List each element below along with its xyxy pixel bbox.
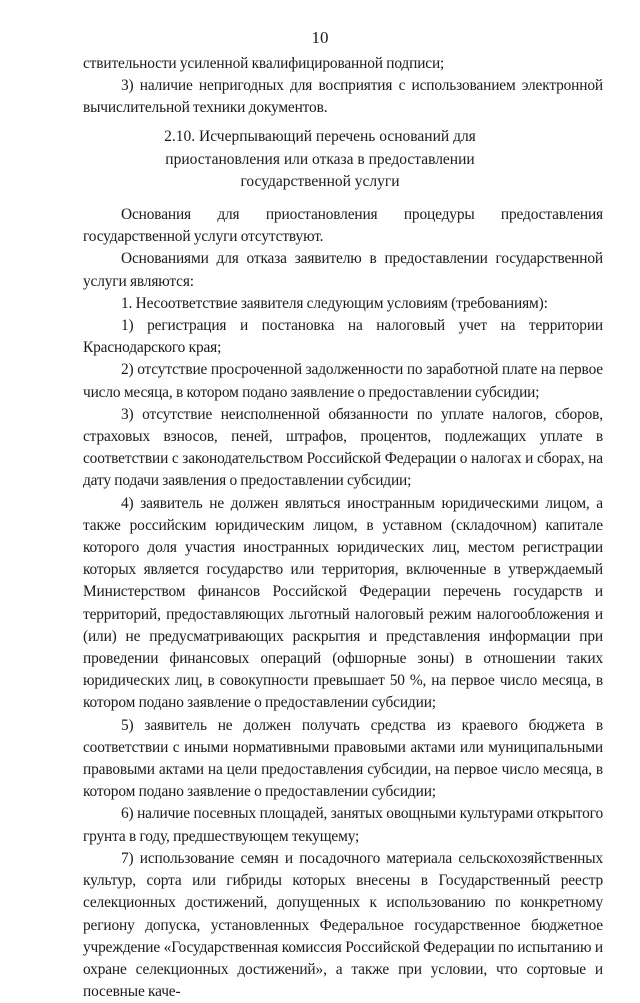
paragraph-requirement-7: 7) использование семян и посадочного материала сельскохозяйственных культур, сорта или гибриды которых внесены в Государственный реестр селекционных достижений, допущенных к использованию по конкретному региону допуска, установленных Федеральное государственное бюджетное учреждение «Государственная комиссия Российской Федерации по испытанию и охране селекционных достижений», а также при условии, что сортовые и посевные каче- [83, 849, 603, 1001]
paragraph-requirement-3: 3) отсутствие неисполненной обязанности по уплате налогов, сборов, страховых взносов, пеней, штрафов, процентов, подлежащих уплате в соответствии с законодательством Российской Федерации о налогах и сборах, на дату подачи заявления о предоставлении субсидии; [83, 405, 603, 490]
paragraph-refusal-grounds: Основаниями для отказа заявителю в предоставлении государственной услуги являются: [83, 250, 603, 290]
intro-paragraph-continuation: ствительности усиленной квалифицированной подписи; [83, 55, 445, 72]
paragraph-requirement-4: 4) заявитель не должен являться иностранным юридическими лицом, а также российским юридическим лицом, в уставном (складочном) капитале которого доля участия иностранных юридических лиц, местом регистрации которых является государство или территория, включенные в утверждаемый Министерством финансов Российской Федерации перечень государств и территорий, предоставляющих льготный налоговый режим налогообложения и (или) не предусматривающих раскрытия и представления информации при проведении финансовых операций (офшорные зоны) в отношении таких юридических лиц, в совокупности превышает 50 %, на первое число месяца, в котором подано заявление о предоставлении субсидии; [83, 494, 603, 712]
section-heading-line-1: 2.10. Исчерпывающий перечень оснований для [164, 128, 476, 145]
section-body [83, 204, 603, 1003]
section-heading-line-2: приостановления или отказа в предоставлении [165, 150, 475, 168]
paragraph-suspension-grounds: Основания для приостановления процедуры предоставления государственной услуги отсутствуют. [83, 206, 603, 246]
intro-paragraph-item-3: 3) наличие непригодных для восприятия с использованием электронной вычислительной техники документов. [83, 77, 603, 117]
intro-text [83, 53, 603, 120]
paragraph-requirement-2: 2) отсутствие просроченной задолженности по заработной плате на первое число месяца, в котором подано заявление о предоставлении субсидии; [83, 361, 603, 401]
page-number: 10 [311, 28, 329, 47]
section-heading-line-3: государственной услуги [240, 173, 400, 190]
section-heading [0, 126, 640, 194]
paragraph-requirements-header: 1. Несоответствие заявителя следующим условиям (требованиям): [121, 294, 548, 312]
paragraph-requirement-6: 6) наличие посевных площадей, занятых овощными культурами открытого грунта в году, предшествующем текущему; [83, 805, 603, 845]
paragraph-requirement-1: 1) регистрация и постановка на налоговый учет на территории Краснодарского края; [83, 317, 603, 357]
paragraph-requirement-5: 5) заявитель не должен получать средства из краевого бюджета в соответствии с иными нормативными правовыми актами или муниципальными правовыми актами на цели предоставления субсидии, на первое число месяца, в котором подано заявление о предоставлении субсидии; [83, 716, 603, 801]
